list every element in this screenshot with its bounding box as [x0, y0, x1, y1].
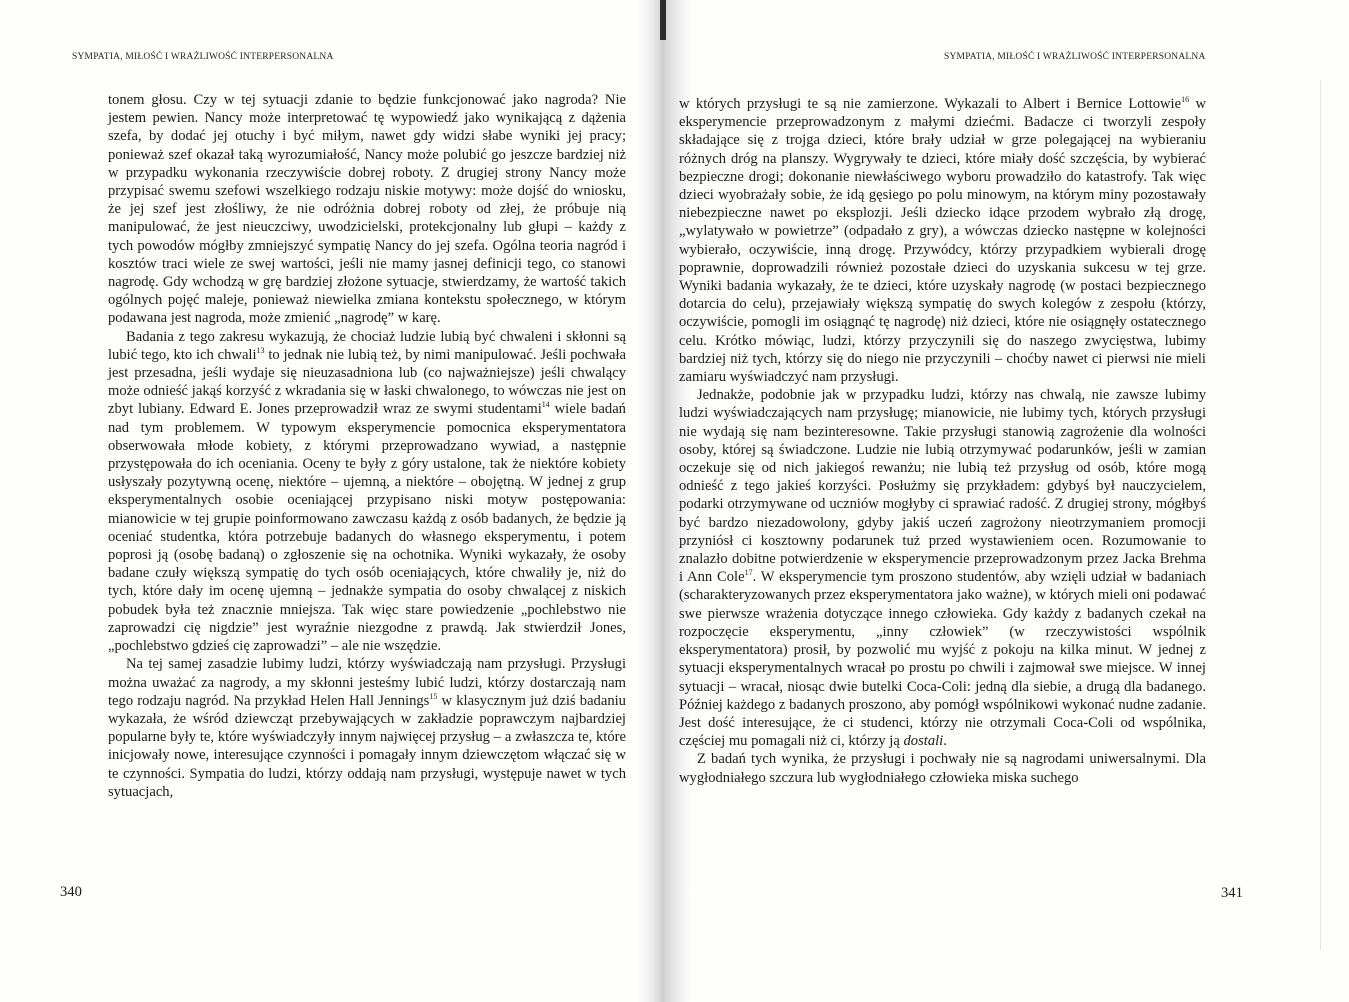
text-run: Z badań tych wynika, że przysługi i pochwały nie są nagrodami uniwersalnymi. Dla wygłodniałego szczura lub wygłodniałego człowieka miska suchego	[679, 751, 1206, 786]
paragraph	[679, 750, 1206, 786]
text-run: to jednak nie lubią też, by nimi manipulować. Jeśli pochwała jest przesadna, jeśli wydaje się nieuzasadniona lub (co najważniejsze) jeśli chwalący może odnieść jakąś korzyść z wkradania się w łaski chwalonego, to wówczas nie jest on zbyt lubiany. Edward E. Jones przeprowadził wraz ze swymi studentami	[108, 346, 626, 418]
footnote-ref: 17	[744, 568, 753, 578]
paragraph	[108, 91, 626, 328]
text-run: w eksperymencie przeprowadzonym z małymi dziećmi. Badacze ci tworzyli zespoły składające się z trojga dzieci, które brały udział w grze polegającej na wybieraniu różnych dróg na planszy. Wygrywały te dzieci, które miały dość szczęścia, by wybierać bezpieczne drogi; dokonanie niewłaściwego wyboru prowadziło do katastrofy. Tak więc dzieci wyobrażały sobie, że idą gęsiego po polu minowym, na którym miny pozostawały niebezpieczne nawet po eksplozji. Jeśli dziecko idące przodem wybrało złą drogę, „wylatywało w powietrze” (odpadało z gry), a wówczas dziecko następne w kolejności wybierało, oczywiście, inną drogę. Przywódcy, którzy przypadkiem wybierali drogę poprawnie, doprowadzili również pozostałe dzieci do uzyskania sukcesu w tej grze. Wyniki badania wykazały, że te dzieci, które uzyskały nagrodę (w postaci bezpiecznego dotarcia do celu), przejawiały większą sympatię do swych kolegów z zespołu (którzy, oczywiście, pomogli im osiągnąć tę nagrodę) niż dzieci, które nie osiągnęły ostatecznego celu. Krótko mówiąc, ludzi, którzy przyczynili się do naszego zwycięstwa, lubimy bardziej niż tych, którzy się do niego nie przyczynili – choćby nawet ci pierwsi nie mieli zamiaru wyświadczyć nam przysługi.	[679, 96, 1206, 386]
paragraph	[108, 328, 626, 656]
left-page	[0, 0, 640, 1002]
text-run: Jednakże, podobnie jak w przypadku ludzi, którzy nas chwalą, nie zawsze lubimy ludzi wyświadczających nam przysługę; mianowicie, nie lubimy tych, których przysługi nie wydają się nam bezinteresowne. Takie przysługi stanowią zagrożenie dla wolności osoby, której są świadczone. Ludzie nie lubią otrzymywać podarunków, jeśli w zamian oczekuje się od nich jakiegoś rewanżu; nie lubią też przysług od osób, które mogą odnieść z tego jakieś korzyści. Posłużmy się przykładem: gdybyś był nauczycielem, podarki otrzymywane od uczniów mogłyby ci sprawiać radość. Z drugiej strony, mógłbyś być bardzo niezadowolony, gdyby jakiś uczeń zagrożony nieotrzymaniem promocji przyniósł ci kosztowny podarunek tuż przed wystawieniem ocen. Rozumowanie to znalazło dobitne potwierdzenie w eksperymencie przeprowadzonym przez Jacka Brehma i Ann Cole	[679, 387, 1206, 586]
running-head: SYMPATIA, MIŁOŚĆ I WRAŻLIWOŚĆ INTERPERSONALNA	[944, 52, 1206, 62]
footnote-ref: 14	[541, 400, 550, 410]
emphasis-text: dostali	[903, 733, 944, 750]
paragraph	[108, 655, 626, 801]
text-run: w klasycznym już dziś badaniu wykazała, że wśród dziewcząt przebywających w zakładzie poprawczym najbardziej popularne były te, które wyświadczyły innym najwięcej przysług – a zwłaszcza te, które inicjowały nowe, interesujące czynności i pomagały innym dziewczętom włączać się w te czynności. Sympatia do ludzi, którzy oddają nam przysługi, występuje nawet w tych sytuacjach,	[108, 692, 626, 800]
binding-shadow	[660, 0, 666, 40]
paragraph	[679, 386, 1206, 750]
page-number: 340	[60, 884, 82, 900]
footnote-ref: 13	[256, 345, 265, 355]
footnote-ref: 16	[1181, 95, 1190, 104]
right-page	[676, 0, 1349, 1002]
text-run: .	[943, 733, 947, 750]
body-text	[679, 95, 1206, 787]
footnote-ref: 15	[429, 691, 438, 701]
running-head: SYMPATIA, MIŁOŚĆ I WRAŻLIWOŚĆ INTERPERSONALNA	[72, 52, 334, 62]
page-number: 341	[1221, 885, 1243, 901]
text-run: Na tej samej zasadzie lubimy ludzi, którzy wyświadczają nam przysługi. Przysługi można uważać za nagrody, a my skłonni jesteśmy lubić ludzi, którzy dostarczają nam tego rodzaju nagród. Na przykład Helen Hall Jennings	[108, 656, 626, 709]
text-run: w których przysługi te są nie zamierzone. Wykazali to Albert i Bernice Lottowie	[679, 96, 1182, 112]
text-run: . W eksperymencie tym proszono studentów, aby wzięli udział w badaniach (scharakteryzowanych przez eksperymentatora jako ważne), w których mieli oni podawać swe pierwsze wrażenia dotyczące innego człowieka. Gdy każdy z badanych czekał na rozpoczęcie eksperymentu, „inny człowiek” (w rzeczywistości wspólnik eksperymentatora) prosił, by pozwolić mu wyjść z pokoju na kilka minut. W jednej z sytuacji eksperymentalnych wracał po prostu po chwili i zajmował swe miejsce. W innej sytuacji – wracał, niosąc dwie butelki Coca-Coli: jedną dla siebie, a drugą dla badanego. Później każdego z badanych proszono, aby pomógł wspólnikowi wykonać nudne zadanie. Jest dość interesujące, że ci studenci, którzy nie otrzymali Coca-Coli od wspólnika, częściej mu pomagali niż ci, którzy ją	[679, 569, 1206, 750]
text-run: tonem głosu. Czy w tej sytuacji zdanie to będzie funkcjonować jako nagroda? Nie jestem pewien. Nancy może interpretować tę wypowiedź jako wynikającą z dążenia szefa, by dodać jej otuchy i być miłym, nawet gdy widzi słabe wyniki jej pracy; ponieważ szef okazał taką wyrozumiałość, Nancy może polubić go jeszcze bardziej niż w przypadku wykonania rzeczywiście dobrej roboty. Z drugiej strony Nancy może przypisać swemu szefowi wszelkiego rodzaju niskie motywy: może dojść do wniosku, że jej szef jest złośliwy, że nie odróżnia dobrej roboty od złej, że próbuje nią manipulować, że jest nieuczciwy, uwodzicielski, protekcjonalny lub głupi – każdy z tych powodów mógłby zmniejszyć sympatię Nancy do jej szefa. Ogólna teoria nagród i kosztów traci wiele ze swej wartości, jeśli nie mamy jasnej definicji tego, co stanowi nagrodę. Gdy wchodzą w grę bardziej złożone sytuacje, stwierdzamy, że wartość takich ogólnych pojęć maleje, ponieważ niewielka zmiana kontekstu społecznego, w którym podawana jest nagroda, może zmienić „nagrodę” w karę.	[108, 92, 626, 327]
text-run: wiele badań nad tym problemem. W typowym eksperymencie pomocnica eksperymentatora obserwowała młode kobiety, z którymi przeprowadzano wywiad, a następnie przystępowała do ich oceniania. Oceny te były z góry ustalone, tak że niektóre kobiety usłyszały pozytywną ocenę, niektóre – ujemną, a niektóre – obojętną. W jednej z grup eksperymentalnych osobie oceniającej przypisano niski motyw postępowania: mianowicie w tej grupie poinformowano zawczasu każdą z osób badanych, że będzie ją oceniać studentka, która potrzebuje badanych do własnego eksperymentu, i potem poprosi ją (osobę badaną) o zgłoszenie się na ochotnika. Wyniki wykazały, że osoby badane czuły większą sympatię do tych osób oceniających, które chwaliły je, niż do tych, które dały im ocenę ujemną – jednakże sympatia do osoby chwalącej z niskich pobudek była też znacznie mniejsza. Tak więc stare powiedzenie „pochlebstwo nie zaprowadzi cię nigdzie” jest wyraźnie niezgodne z prawdą. Jak stwierdził Jones, „pochlebstwo gdzieś cię zaprowadzi” – ale nie wszędzie.	[108, 401, 626, 655]
text-run: Badania z tego zakresu wykazują, że chociaż ludzie lubią być chwaleni i skłonni są lubić tego, kto ich chwali	[108, 328, 626, 363]
body-text	[108, 91, 626, 801]
paragraph	[679, 95, 1206, 386]
